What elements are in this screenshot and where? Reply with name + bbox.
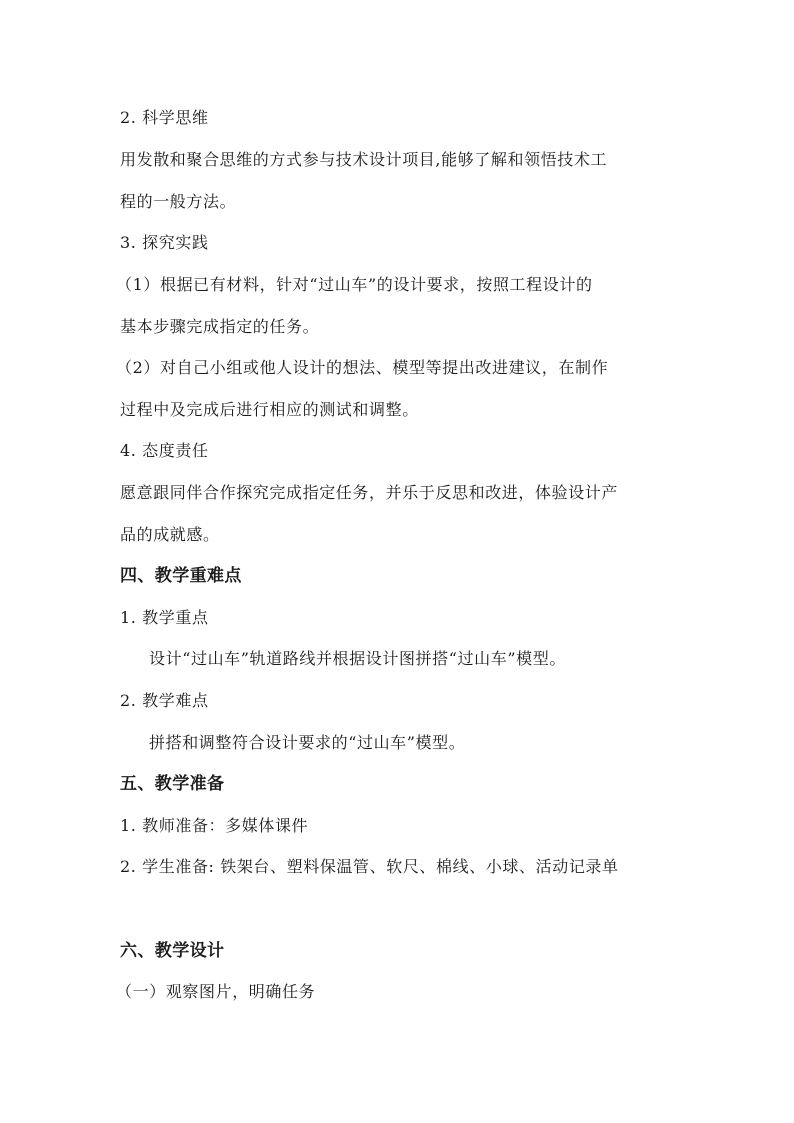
list-item-student-preparation: 2. 学生准备: 铁架台、塑料保温管、软尺、棉线、小球、活动记录单 <box>120 857 619 876</box>
subsection-heading-scientific-thinking: 2. 科学思维 <box>120 108 209 127</box>
section-heading-teaching-preparation: 五、教学准备 <box>120 774 225 794</box>
paragraph-line: 程的一般方法。 <box>120 192 237 211</box>
section-heading-key-difficult-points: 四、教学重难点 <box>120 566 242 586</box>
subsection-heading-teaching-focus: 1. 教学重点 <box>120 608 209 627</box>
paragraph-line: 愿意跟同伴合作探究完成指定任务，并乐于反思和改进，体验设计产 <box>120 483 619 502</box>
subsection-heading-inquiry-practice: 3. 探究实践 <box>120 233 209 252</box>
paragraph-line: 拼搭和调整符合设计要求的“过山车”模型。 <box>149 733 466 752</box>
paragraph-line: 基本步骤完成指定的任务。 <box>120 317 320 336</box>
list-item-teacher-preparation: 1. 教师准备：多媒体课件 <box>120 816 309 835</box>
paragraph-line: 用发散和聚合思维的方式参与技术设计项目,能够了解和领悟技术工 <box>120 150 608 169</box>
subsection-heading-teaching-difficulty: 2. 教学难点 <box>120 691 209 710</box>
paragraph-line: 品的成就感。 <box>120 525 220 544</box>
subsection-heading-observe-pictures: （一）观察图片，明确任务 <box>116 982 316 1001</box>
section-heading-teaching-design: 六、教学设计 <box>120 941 225 961</box>
paragraph-line: 设计“过山车”轨道路线并根据设计图拼搭“过山车”模型。 <box>149 649 566 668</box>
paragraph-line: （1）根据已有材料，针对“过山车”的设计要求，按照工程设计的 <box>116 275 593 294</box>
paragraph-line: （2）对自己小组或他人设计的想法、模型等提出改进建议，在制作 <box>116 358 609 377</box>
paragraph-line: 过程中及完成后进行相应的测试和调整。 <box>120 400 419 419</box>
subsection-heading-attitude-responsibility: 4. 态度责任 <box>120 441 209 460</box>
